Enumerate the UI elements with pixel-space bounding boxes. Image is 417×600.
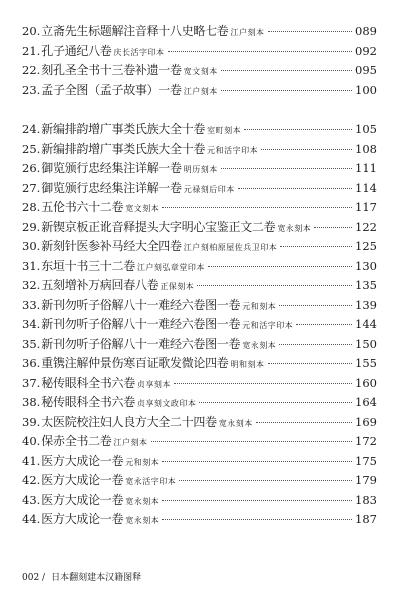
entry-edition: 宽文刻本 bbox=[183, 67, 218, 76]
footer-page-number: 002 / bbox=[22, 573, 46, 583]
entry-title: 御览颁行忠经集注详解一卷 bbox=[41, 180, 182, 195]
entry-title: 新刻针医参补马经大全四卷 bbox=[41, 239, 182, 253]
entry-page-number: 164 bbox=[355, 395, 377, 409]
entry-title: 刻孔圣全书十三卷补遗一卷 bbox=[41, 63, 182, 77]
entry-edition: 宽文刻本 bbox=[125, 204, 160, 213]
toc-entry[interactable] bbox=[22, 81, 377, 101]
toc-entry[interactable] bbox=[22, 393, 377, 413]
entry-title: 医方大成论一卷 bbox=[41, 473, 124, 487]
entry-title: 新锲京板正讹音释提头大字明心宝鉴正文二卷 bbox=[41, 219, 276, 234]
dot-leader bbox=[221, 70, 352, 71]
table-of-contents bbox=[22, 22, 377, 530]
entry-page-number: 183 bbox=[355, 492, 377, 507]
toc-entry[interactable] bbox=[22, 22, 377, 42]
entry-page-number: 150 bbox=[355, 336, 377, 351]
toc-entry[interactable] bbox=[22, 354, 377, 374]
entry-edition: 明历刻本 bbox=[183, 165, 218, 174]
entry-edition: 宽永刻本 bbox=[218, 418, 253, 428]
entry-page-number: 089 bbox=[355, 24, 377, 38]
dot-leader bbox=[261, 149, 352, 150]
dot-leader bbox=[244, 129, 352, 130]
entry-title: 新编排韵增广事类氏族大全十卷 bbox=[41, 122, 206, 136]
toc-entry[interactable] bbox=[22, 237, 377, 257]
entry-page-number: 155 bbox=[355, 356, 377, 370]
entry-title: 东垣十书三十二卷 bbox=[41, 258, 135, 273]
entry-number: 22. bbox=[22, 63, 41, 77]
dot-leader bbox=[174, 383, 352, 384]
entry-title: 孟子全图（孟子故事）一卷 bbox=[41, 82, 182, 97]
entry-number: 28. bbox=[22, 200, 41, 214]
entry-number: 37. bbox=[22, 375, 41, 390]
toc-entry[interactable] bbox=[22, 510, 377, 530]
entry-title: 五刻增补万病回春八卷 bbox=[41, 278, 159, 292]
dot-leader bbox=[221, 168, 352, 169]
dot-leader bbox=[197, 285, 352, 286]
entry-edition: 宽永活字印本 bbox=[125, 477, 177, 486]
toc-entry[interactable] bbox=[22, 120, 377, 140]
dot-leader bbox=[199, 402, 352, 403]
entry-number: 24. bbox=[22, 122, 41, 136]
entry-page-number: 169 bbox=[355, 414, 377, 429]
entry-edition: 贞享刻本 bbox=[136, 379, 171, 389]
entry-title: 医方大成论一卷 bbox=[41, 453, 124, 468]
entry-page-number: 114 bbox=[355, 180, 377, 195]
footer-book-title: 日本翻刻建本汉籍图释 bbox=[51, 573, 142, 583]
dot-leader bbox=[238, 188, 352, 189]
entry-title: 新编排韵增广事类氏族大全十卷 bbox=[41, 141, 206, 156]
toc-entry[interactable] bbox=[22, 276, 377, 296]
entry-edition: 宽永刻本 bbox=[125, 496, 160, 506]
dot-leader bbox=[162, 519, 352, 520]
entry-edition: 庆长活字印本 bbox=[113, 47, 165, 57]
entry-page-number: 108 bbox=[355, 141, 377, 156]
toc-entry[interactable] bbox=[22, 42, 377, 62]
toc-entry[interactable] bbox=[22, 335, 377, 355]
entry-page-number: 092 bbox=[355, 43, 377, 58]
entry-number: 32. bbox=[22, 278, 41, 292]
entry-page-number: 125 bbox=[355, 239, 377, 253]
entry-number: 23. bbox=[22, 82, 41, 97]
dot-leader bbox=[296, 324, 352, 325]
entry-edition: 宽永刻本 bbox=[277, 223, 312, 233]
entry-number: 21. bbox=[22, 43, 41, 58]
entry-title: 五伦书六十二卷 bbox=[41, 200, 124, 214]
dot-leader bbox=[314, 227, 352, 228]
entry-number: 20. bbox=[22, 24, 41, 38]
toc-entry[interactable] bbox=[22, 296, 377, 316]
dot-leader bbox=[179, 480, 352, 481]
toc-entry[interactable] bbox=[22, 471, 377, 491]
toc-entry[interactable] bbox=[22, 198, 377, 218]
toc-entry[interactable] bbox=[22, 374, 377, 394]
entry-page-number: 135 bbox=[355, 278, 377, 292]
entry-number: 34. bbox=[22, 317, 41, 331]
entry-page-number: 144 bbox=[355, 317, 377, 331]
entry-number: 35. bbox=[22, 336, 41, 351]
entry-number: 29. bbox=[22, 219, 41, 234]
entry-title: 医方大成论一卷 bbox=[41, 512, 124, 526]
entry-page-number: 130 bbox=[355, 258, 377, 273]
entry-page-number: 139 bbox=[355, 297, 377, 312]
entry-number: 26. bbox=[22, 161, 41, 175]
entry-page-number: 187 bbox=[355, 512, 377, 526]
entry-number: 36. bbox=[22, 356, 41, 370]
entry-number: 41. bbox=[22, 453, 41, 468]
entry-page-number: 111 bbox=[355, 161, 377, 175]
toc-entry[interactable] bbox=[22, 61, 377, 81]
entry-page-number: 175 bbox=[355, 453, 377, 468]
entry-page-number: 179 bbox=[355, 473, 377, 487]
toc-entry[interactable] bbox=[22, 159, 377, 179]
entry-title: 太医院校注妇人良方大全二十四卷 bbox=[41, 414, 217, 429]
entry-title: 御览颁行忠经集注详解一卷 bbox=[41, 161, 182, 175]
entry-edition: 江户刻本 bbox=[113, 438, 148, 447]
dot-leader bbox=[279, 344, 352, 345]
entry-edition: 宽永刻本 bbox=[125, 516, 160, 525]
toc-entry[interactable] bbox=[22, 432, 377, 452]
toc-entry[interactable] bbox=[22, 257, 377, 277]
entry-number: 43. bbox=[22, 492, 41, 507]
dot-leader bbox=[221, 90, 352, 91]
entry-number: 44. bbox=[22, 512, 41, 526]
dot-leader bbox=[208, 266, 352, 267]
dot-leader bbox=[162, 461, 352, 462]
entry-edition: 元和刻本 bbox=[125, 457, 160, 467]
entry-edition: 元和刻本 bbox=[242, 301, 277, 311]
entry-edition: 元和活字印本 bbox=[242, 321, 294, 330]
toc-entry[interactable] bbox=[22, 491, 377, 511]
entry-number: 38. bbox=[22, 395, 41, 409]
dot-leader bbox=[168, 51, 353, 52]
entry-title: 新刊勿听子俗解八十一难经六卷图一卷 bbox=[41, 336, 241, 351]
entry-title: 秘传眼科全书六卷 bbox=[41, 375, 135, 390]
entry-title: 秘传眼科全书六卷 bbox=[41, 395, 135, 409]
entry-title: 医方大成论一卷 bbox=[41, 492, 124, 507]
dot-leader bbox=[162, 500, 352, 501]
entry-number: 27. bbox=[22, 180, 41, 195]
dot-leader bbox=[279, 305, 352, 306]
toc-entry[interactable] bbox=[22, 218, 377, 238]
entry-edition: 江户刻本 bbox=[183, 86, 218, 96]
dot-leader bbox=[256, 422, 352, 423]
toc-entry[interactable] bbox=[22, 452, 377, 472]
entry-page-number: 100 bbox=[355, 82, 377, 97]
entry-number: 33. bbox=[22, 297, 41, 312]
entry-edition: 江户刻柏原屋佐兵卫印本 bbox=[183, 243, 278, 252]
toc-entry[interactable] bbox=[22, 140, 377, 160]
dot-leader bbox=[162, 207, 352, 208]
entry-page-number: 117 bbox=[355, 200, 377, 214]
entry-number: 30. bbox=[22, 239, 41, 253]
toc-group bbox=[22, 22, 377, 100]
entry-edition: 江户刻弘章堂印本 bbox=[136, 262, 205, 272]
page-footer bbox=[22, 570, 141, 583]
entry-edition: 贞享刻文政印本 bbox=[136, 399, 197, 408]
entry-title: 新刊勿听子俗解八十一难经六卷图一卷 bbox=[41, 297, 241, 312]
dot-leader bbox=[280, 246, 352, 247]
entry-edition: 室町刻本 bbox=[207, 126, 242, 135]
toc-entry[interactable] bbox=[22, 413, 377, 433]
toc-entry[interactable] bbox=[22, 179, 377, 199]
entry-title: 立斋先生标题解注音释十八史略七卷 bbox=[41, 24, 229, 38]
entry-page-number: 172 bbox=[355, 434, 377, 448]
toc-group bbox=[22, 120, 377, 530]
entry-edition: 明和刻本 bbox=[230, 360, 265, 369]
entry-edition: 元和活字印本 bbox=[207, 145, 259, 155]
entry-page-number: 160 bbox=[355, 375, 377, 390]
dot-leader bbox=[268, 363, 353, 364]
entry-page-number: 095 bbox=[355, 63, 377, 77]
entry-number: 40. bbox=[22, 434, 41, 448]
entry-number: 42. bbox=[22, 473, 41, 487]
entry-edition: 正保刻本 bbox=[160, 282, 195, 291]
entry-title: 重镌注解仲景伤寒百证歌发微论四卷 bbox=[41, 356, 229, 370]
entry-page-number: 105 bbox=[355, 122, 377, 136]
dot-leader bbox=[268, 31, 353, 32]
entry-number: 31. bbox=[22, 258, 41, 273]
entry-edition: 宽永刻本 bbox=[242, 340, 277, 350]
toc-entry[interactable] bbox=[22, 315, 377, 335]
dot-leader bbox=[151, 441, 353, 442]
entry-number: 25. bbox=[22, 141, 41, 156]
entry-title: 新刊勿听子俗解八十一难经六卷图一卷 bbox=[41, 317, 241, 331]
entry-edition: 元禄刻后印本 bbox=[183, 184, 235, 194]
entry-title: 孔子通纪八卷 bbox=[41, 43, 112, 58]
entry-title: 保赤全书二卷 bbox=[41, 434, 112, 448]
entry-page-number: 122 bbox=[355, 219, 377, 234]
entry-number: 39. bbox=[22, 414, 41, 429]
entry-edition: 江户刻本 bbox=[230, 28, 265, 37]
